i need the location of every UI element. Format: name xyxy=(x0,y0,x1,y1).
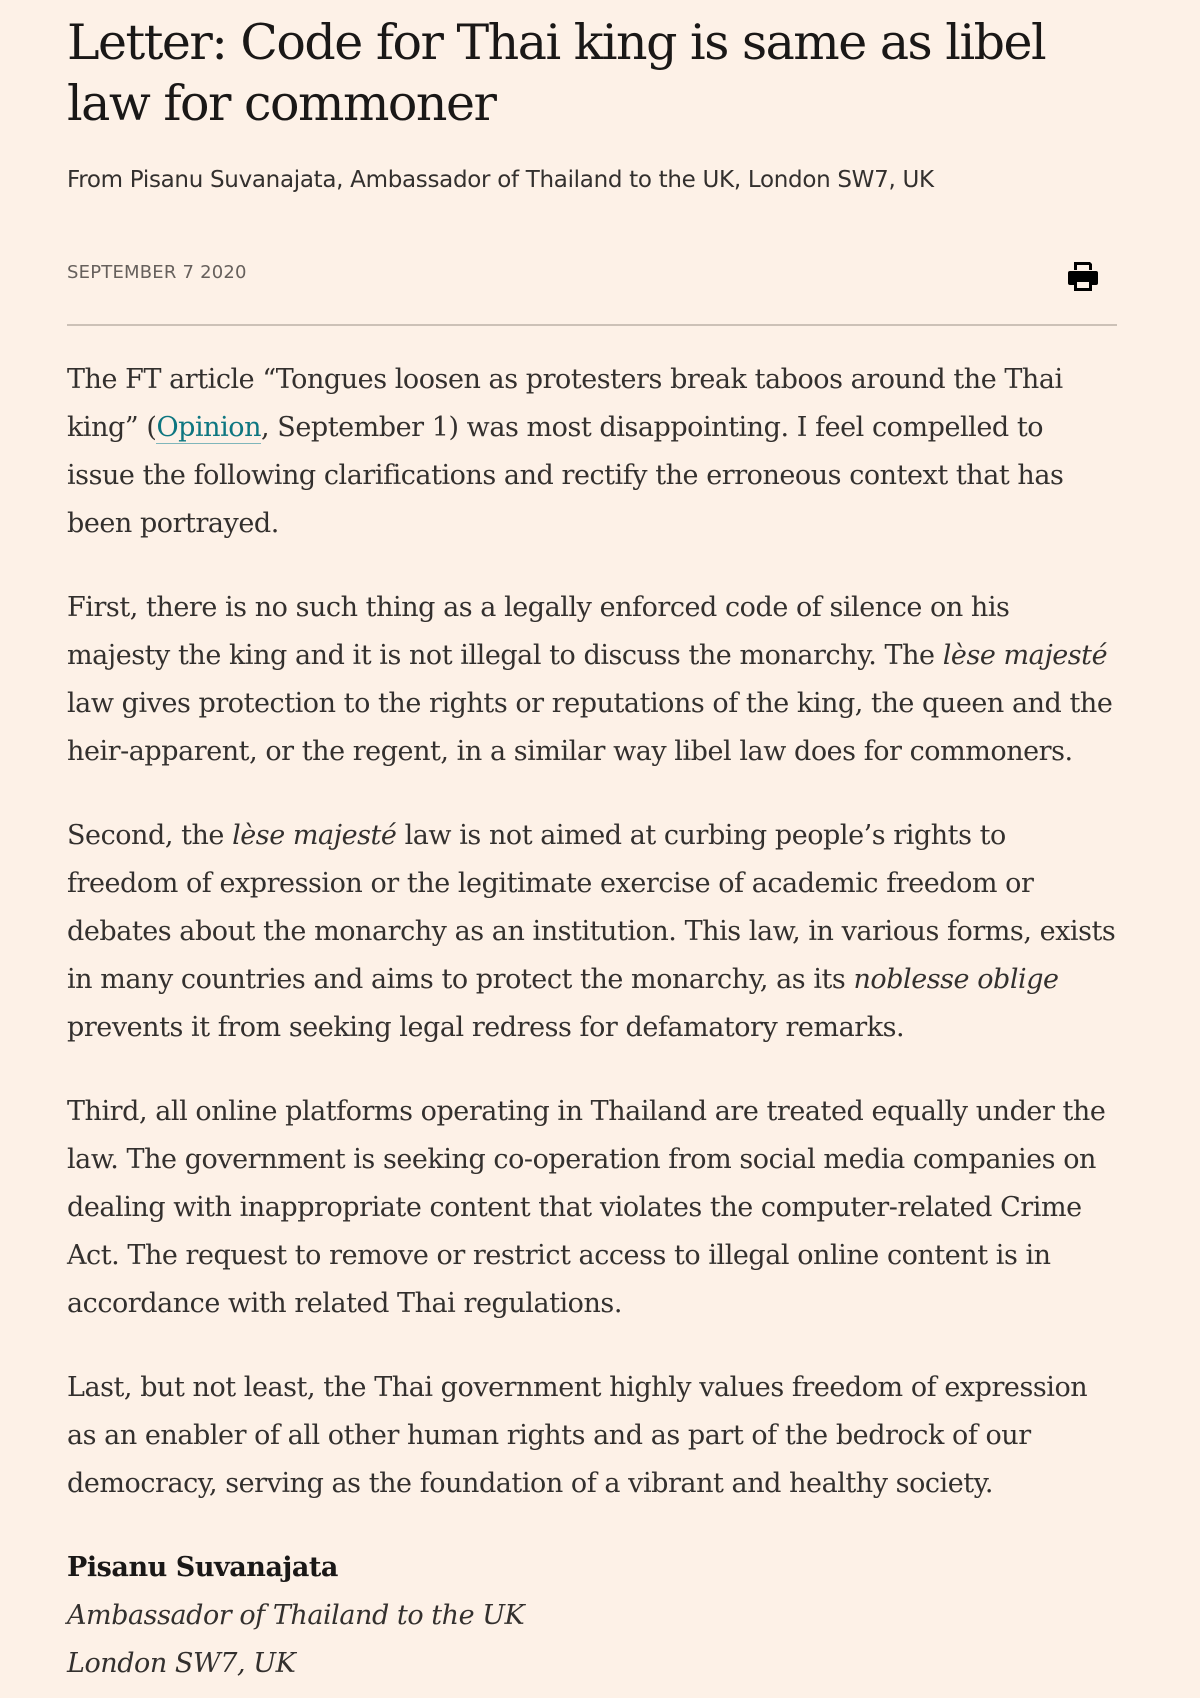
paragraph-5: Last, but not least, the Thai government highly values freedom of expression as an enabler of all other human rights and as part of the bedrock of our democracy, serving as the foundation of a vibrant and healthy society. xyxy=(67,1372,1088,1499)
article-meta-bar xyxy=(67,262,1117,326)
paragraph-1: The FT article “Tongues loosen as protesters break taboos around the Thai king” (Opinion, September 1) was most disappointing. I feel compelled to issue the following clarifications and rectify the erroneous context that has been portrayed. xyxy=(67,364,1064,539)
publish-date: SEPTEMBER 7 2020 xyxy=(67,262,247,283)
signature-place: London SW7, UK xyxy=(67,1648,296,1679)
signature-block xyxy=(67,1544,1117,1688)
paragraph-4: Third, all online platforms operating in Thailand are treated equally under the law. The government is seeking co-operation from social media companies on dealing with inappropriate content that violates the computer-related Crime Act. The request to remove or restrict access to illegal online content is in accordance with related Thai regulations. xyxy=(67,1096,1106,1319)
article-body xyxy=(67,356,1117,1508)
article-page xyxy=(67,0,1117,1688)
opinion-link[interactable]: Opinion xyxy=(156,412,262,443)
signature-name: Pisanu Suvanajata xyxy=(67,1552,338,1583)
standfirst: From Pisanu Suvanajata, Ambassador of Thailand to the UK, London SW7, UK xyxy=(67,167,934,193)
signature-role: Ambassador of Thailand to the UK xyxy=(67,1600,525,1631)
paragraph-3: Second, the lèse majesté law is not aimed at curbing people’s rights to freedom of expression or the legitimate exercise of academic freedom or debates about the monarchy as an institution. This law, in various forms, exists in many countries and aims to protect the monarchy, as its noblesse oblige prevents it from seeking legal redress for defamatory remarks. xyxy=(67,820,1116,1043)
print-icon xyxy=(1065,258,1101,294)
print-button[interactable] xyxy=(1065,258,1101,294)
paragraph-2: First, there is no such thing as a legally enforced code of silence on his majesty the king and it is not illegal to discuss the monarchy. The lèse majesté law gives protection to the rights or reputations of the king, the queen and the heir-apparent, or the regent, in a similar way libel law does for commoners. xyxy=(67,592,1113,767)
headline: Letter: Code for Thai king is same as libel law for commoner xyxy=(67,14,1046,132)
